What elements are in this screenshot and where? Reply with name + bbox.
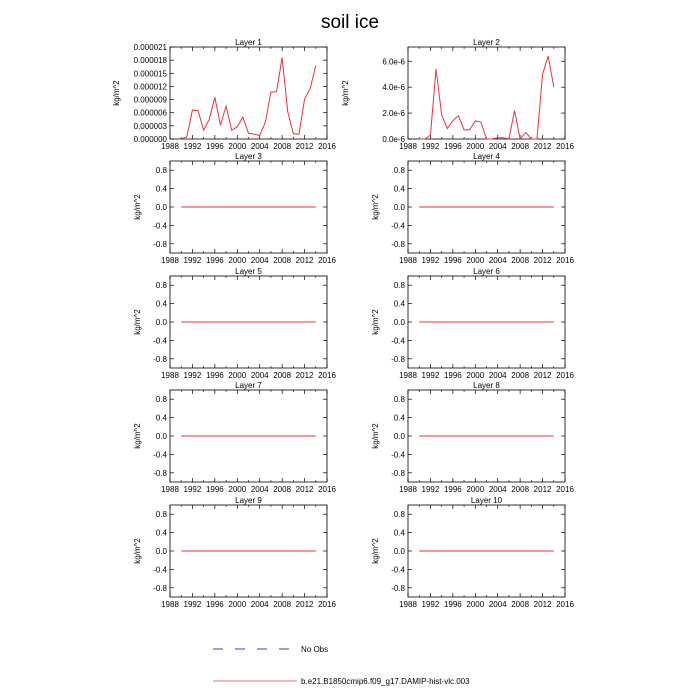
x-tick-label: 2004 (250, 256, 269, 265)
x-tick-label: 2008 (511, 485, 530, 494)
x-tick-label: 2008 (273, 142, 292, 151)
panel-title: Layer 4 (473, 152, 500, 161)
y-tick-label: 0.4 (155, 184, 167, 194)
panel-title: Layer 9 (235, 496, 262, 505)
x-tick-label: 1992 (421, 256, 440, 265)
x-tick-label: 2016 (556, 371, 574, 380)
x-tick-label: 2012 (295, 371, 314, 380)
y-tick-label: -0.8 (391, 468, 405, 478)
x-tick-label: 1996 (443, 485, 462, 494)
x-tick-label: 1996 (443, 256, 462, 265)
x-tick-label: 2012 (533, 371, 552, 380)
panel-title: Layer 10 (470, 496, 503, 505)
x-tick-label: 1988 (161, 600, 179, 609)
x-tick-label: 1988 (399, 371, 417, 380)
x-tick-label: 2016 (556, 485, 574, 494)
x-tick-label: 1996 (443, 142, 462, 151)
x-tick-label: 1996 (205, 142, 224, 151)
x-tick-label: 2008 (273, 600, 292, 609)
y-tick-label: -0.8 (153, 468, 167, 478)
y-tick-label: -0.8 (153, 583, 167, 593)
y-tick-label: -0.8 (391, 354, 405, 364)
y-axis-label: kg/m^2 (341, 80, 350, 106)
y-tick-label: 0.8 (393, 510, 405, 520)
x-tick-label: 1992 (183, 142, 202, 151)
x-tick-label: 2000 (466, 371, 485, 380)
x-tick-label: 1996 (205, 256, 224, 265)
y-tick-label: 0.000015 (133, 69, 167, 79)
panel-title: Layer 8 (473, 381, 500, 390)
y-tick-label: 0.0 (155, 318, 167, 327)
y-tick-label: 0.000009 (133, 95, 167, 105)
x-tick-label: 2008 (273, 485, 292, 494)
y-tick-label: 0.000021 (133, 43, 167, 52)
panel-title: Layer 1 (235, 38, 262, 47)
panel-title: Layer 6 (473, 267, 500, 276)
x-tick-label: 2004 (488, 142, 507, 151)
y-tick-label: 0.4 (393, 413, 405, 423)
x-tick-label: 2004 (250, 485, 269, 494)
y-tick-label: -0.4 (391, 336, 405, 346)
y-tick-label: -0.4 (153, 221, 167, 231)
x-tick-label: 1988 (399, 485, 417, 494)
y-tick-label: -0.4 (391, 221, 405, 231)
y-tick-label: 0.0 (393, 318, 405, 327)
y-tick-label: 0.8 (155, 166, 167, 176)
y-axis-label: kg/m^2 (133, 309, 142, 335)
panel-title: Layer 3 (235, 152, 262, 161)
y-tick-label: 0.4 (155, 528, 167, 538)
x-tick-label: 2008 (273, 256, 292, 265)
x-tick-label: 2000 (466, 142, 485, 151)
x-tick-label: 2016 (318, 371, 336, 380)
x-tick-label: 2008 (511, 256, 530, 265)
x-tick-label: 1992 (183, 371, 202, 380)
x-tick-label: 2016 (556, 256, 574, 265)
x-tick-label: 1992 (421, 371, 440, 380)
x-tick-label: 2000 (466, 485, 485, 494)
x-tick-label: 1992 (421, 485, 440, 494)
x-tick-label: 2008 (511, 600, 530, 609)
x-tick-label: 2012 (533, 142, 552, 151)
x-tick-label: 2012 (295, 485, 314, 494)
y-tick-label: 0.0 (155, 203, 167, 212)
x-tick-label: 1988 (161, 142, 179, 151)
y-tick-label: 0.0 (393, 203, 405, 212)
x-tick-label: 1988 (161, 256, 179, 265)
x-tick-label: 2012 (295, 600, 314, 609)
y-tick-label: -0.8 (391, 239, 405, 249)
x-tick-label: 1992 (421, 142, 440, 151)
y-axis-label: kg/m^2 (371, 423, 380, 449)
y-tick-label: 0.000012 (133, 82, 167, 92)
y-tick-label: 0.8 (155, 395, 167, 405)
x-tick-label: 1992 (183, 485, 202, 494)
y-tick-label: 0.0 (155, 432, 167, 441)
y-tick-label: -0.8 (153, 239, 167, 249)
x-tick-label: 2004 (250, 600, 269, 609)
x-tick-label: 2008 (511, 142, 530, 151)
y-tick-label: 0.0 (393, 432, 405, 441)
y-tick-label: -0.8 (391, 583, 405, 593)
y-tick-label: 0.000003 (133, 121, 167, 131)
panel-title: Layer 7 (235, 381, 262, 390)
y-tick-label: 0.000000 (133, 135, 167, 144)
y-tick-label: 0.8 (393, 395, 405, 405)
x-tick-label: 1996 (205, 485, 224, 494)
y-tick-label: -0.4 (391, 565, 405, 575)
y-tick-label: 0.4 (155, 299, 167, 309)
y-tick-label: 0.0 (155, 547, 167, 556)
y-tick-label: 0.8 (393, 281, 405, 291)
y-axis-label: kg/m^2 (112, 80, 121, 106)
x-tick-label: 2012 (533, 600, 552, 609)
x-tick-label: 2000 (228, 256, 247, 265)
y-tick-label: -0.4 (153, 450, 167, 460)
legend-obs-label: No Obs (301, 645, 329, 654)
legend-model-label: b.e21.B1850cmip6.f09_g17.DAMIP-hist-vlc.003 (301, 677, 470, 686)
x-tick-label: 2000 (228, 371, 247, 380)
y-tick-label: 0.4 (393, 528, 405, 538)
y-tick-label: 6.0e-6 (382, 57, 405, 67)
x-tick-label: 2016 (318, 485, 336, 494)
x-tick-label: 2000 (466, 600, 485, 609)
x-tick-label: 2000 (228, 600, 247, 609)
y-axis-label: kg/m^2 (133, 538, 142, 564)
y-tick-label: -0.4 (391, 450, 405, 460)
y-tick-label: 0.4 (155, 413, 167, 423)
x-tick-label: 1988 (399, 142, 417, 151)
x-tick-label: 1988 (161, 485, 179, 494)
x-tick-label: 1996 (205, 371, 224, 380)
x-tick-label: 2012 (533, 256, 552, 265)
x-tick-label: 1996 (443, 600, 462, 609)
x-tick-label: 2008 (273, 371, 292, 380)
x-tick-label: 1992 (183, 256, 202, 265)
x-tick-label: 2012 (295, 142, 314, 151)
x-tick-label: 2004 (250, 142, 269, 151)
x-tick-label: 2000 (228, 142, 247, 151)
y-axis-label: kg/m^2 (133, 194, 142, 220)
panel-title: Layer 5 (235, 267, 262, 276)
x-tick-label: 2004 (488, 256, 507, 265)
x-tick-label: 2016 (318, 142, 336, 151)
y-tick-label: 0.4 (393, 299, 405, 309)
x-tick-label: 2016 (318, 600, 336, 609)
x-tick-label: 2016 (318, 256, 336, 265)
x-tick-label: 2016 (556, 142, 574, 151)
x-tick-label: 1992 (421, 600, 440, 609)
y-tick-label: 0.8 (155, 510, 167, 520)
x-tick-label: 2004 (250, 371, 269, 380)
y-tick-label: 0.8 (393, 166, 405, 176)
y-tick-label: 4.0e-6 (382, 83, 405, 93)
y-tick-label: 0.4 (393, 184, 405, 194)
y-tick-label: 0.000006 (133, 108, 167, 118)
y-axis-label: kg/m^2 (371, 538, 380, 564)
figure-title: soil ice (320, 12, 380, 33)
y-tick-label: 0.0 (393, 547, 405, 556)
x-tick-label: 2000 (466, 256, 485, 265)
y-tick-label: 2.0e-6 (382, 109, 405, 119)
y-axis-label: kg/m^2 (371, 309, 380, 335)
y-tick-label: 0.0e-6 (382, 135, 405, 144)
y-tick-label: 0.8 (155, 281, 167, 291)
x-tick-label: 1988 (399, 600, 417, 609)
y-axis-label: kg/m^2 (371, 194, 380, 220)
x-tick-label: 2000 (228, 485, 247, 494)
panel-title: Layer 2 (473, 38, 500, 47)
x-tick-label: 1996 (205, 600, 224, 609)
x-tick-label: 1992 (183, 600, 202, 609)
y-tick-label: -0.8 (153, 354, 167, 364)
x-tick-label: 2008 (511, 371, 530, 380)
y-tick-label: -0.4 (153, 336, 167, 346)
y-tick-label: 0.000018 (133, 56, 167, 66)
x-tick-label: 2004 (488, 600, 507, 609)
x-tick-label: 1988 (399, 256, 417, 265)
x-tick-label: 2004 (488, 485, 507, 494)
x-tick-label: 1988 (161, 371, 179, 380)
x-tick-label: 2012 (295, 256, 314, 265)
x-tick-label: 2012 (533, 485, 552, 494)
y-tick-label: -0.4 (153, 565, 167, 575)
y-axis-label: kg/m^2 (133, 423, 142, 449)
x-tick-label: 2016 (556, 600, 574, 609)
x-tick-label: 2004 (488, 371, 507, 380)
x-tick-label: 1996 (443, 371, 462, 380)
